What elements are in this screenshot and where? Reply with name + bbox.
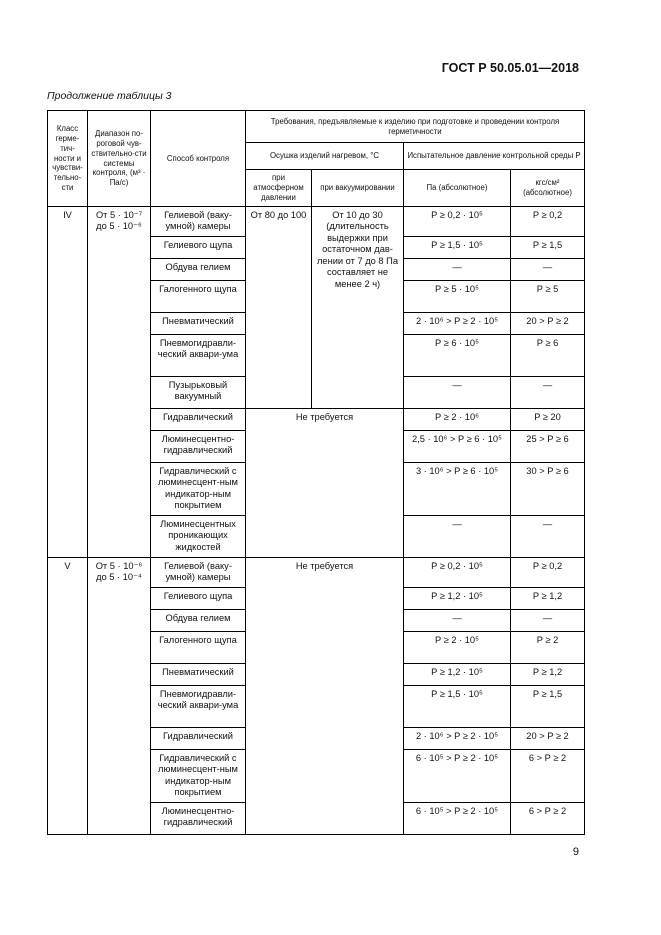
drying-atm-iv: От 80 до 100 xyxy=(246,207,312,409)
drying-vac-iv: От 10 до 30 (длительность выдержки при остаточном дав-лении от 7 до 8 Па составляет не менее 2 ч) xyxy=(312,207,404,409)
method-cell: Гелиевой (ваку-умной) камеры xyxy=(151,207,246,237)
drying-not-required-iv: Не требуется xyxy=(246,408,404,557)
kgs-cell: 30 > P ≥ 6 xyxy=(511,462,585,515)
page-number: 9 xyxy=(572,846,579,858)
method-cell: Пневмогидравли-ческий аквари-ума xyxy=(151,334,246,376)
pa-cell: 2 · 10⁶ > P ≥ 2 · 10⁵ xyxy=(404,312,511,334)
pa-cell: 6 · 10⁵ > P ≥ 2 · 10⁵ xyxy=(404,749,511,802)
range-iv: От 5 · 10⁻⁷ до 5 · 10⁻⁶ xyxy=(88,207,151,558)
kgs-cell: P ≥ 0,2 xyxy=(511,557,585,587)
drying-not-required-v: Не требуется xyxy=(246,557,404,834)
header-drying: Осушка изделий нагревом, °С xyxy=(246,143,404,170)
header-pa: Па (абсолютное) xyxy=(404,170,511,207)
header-kgs: кгс/см² (абсолютное) xyxy=(511,170,585,207)
method-cell: Гелиевого щупа xyxy=(151,587,246,609)
pa-cell: P ≥ 5 · 10⁵ xyxy=(404,280,511,312)
pa-cell: P ≥ 2 · 10⁶ xyxy=(404,408,511,430)
pa-cell: — xyxy=(404,376,511,408)
pa-cell: P ≥ 6 · 10⁵ xyxy=(404,334,511,376)
header-vac: при вакуумировании xyxy=(312,170,404,207)
kgs-cell: P ≥ 6 xyxy=(511,334,585,376)
kgs-cell: — xyxy=(511,376,585,408)
method-cell: Гелиевого щупа xyxy=(151,236,246,258)
pa-cell: 2 · 10⁶ > P ≥ 2 · 10⁵ xyxy=(404,727,511,749)
pa-cell: P ≥ 0,2 · 10⁵ xyxy=(404,207,511,237)
method-cell: Пневматический xyxy=(151,312,246,334)
kgs-cell: P ≥ 1,5 xyxy=(511,236,585,258)
document-code: ГОСТ Р 50.05.01—2018 xyxy=(441,61,579,75)
method-cell: Гидравлический xyxy=(151,727,246,749)
kgs-cell: 20 > P ≥ 2 xyxy=(511,727,585,749)
pa-cell: P ≥ 1,5 · 10⁵ xyxy=(404,236,511,258)
pa-cell: P ≥ 1,2 · 10⁵ xyxy=(404,587,511,609)
pa-cell: 2,5 · 10⁶ > P ≥ 6 · 10⁵ xyxy=(404,430,511,462)
pa-cell: P ≥ 1,2 · 10⁵ xyxy=(404,663,511,685)
kgs-cell: P ≥ 1,2 xyxy=(511,587,585,609)
method-cell: Галогенного щупа xyxy=(151,280,246,312)
kgs-cell: 25 > P ≥ 6 xyxy=(511,430,585,462)
pa-cell: — xyxy=(404,258,511,280)
pa-cell: P ≥ 0,2 · 10⁵ xyxy=(404,557,511,587)
pa-cell: — xyxy=(404,515,511,557)
method-cell: Гидравлический xyxy=(151,408,246,430)
kgs-cell: P ≥ 2 xyxy=(511,631,585,663)
pa-cell: P ≥ 1,5 · 10⁵ xyxy=(404,685,511,727)
table-caption: Продолжение таблицы 3 xyxy=(47,90,172,102)
method-cell: Галогенного щупа xyxy=(151,631,246,663)
header-range: Диапазон по-роговой чув-ствительно-сти системы контроля, (м³ · Па/с) xyxy=(88,111,151,207)
kgs-cell: — xyxy=(511,258,585,280)
method-cell: Люминесцентных проникающих жидкостей xyxy=(151,515,246,557)
requirements-table xyxy=(47,110,585,835)
kgs-cell: P ≥ 5 xyxy=(511,280,585,312)
kgs-cell: 6 > P ≥ 2 xyxy=(511,749,585,802)
kgs-cell: 20 > P ≥ 2 xyxy=(511,312,585,334)
pa-cell: 3 · 10⁶ > P ≥ 6 · 10⁵ xyxy=(404,462,511,515)
method-cell: Гидравлический с люминесцент-ным индикатор-ным покрытием xyxy=(151,749,246,802)
pa-cell: P ≥ 2 · 10⁵ xyxy=(404,631,511,663)
kgs-cell: P ≥ 20 xyxy=(511,408,585,430)
class-iv: IV xyxy=(48,207,88,558)
kgs-cell: P ≥ 0,2 xyxy=(511,207,585,237)
header-requirements: Требования, предъявляемые к изделию при подготовке и проведении контроля герметичности xyxy=(246,111,585,143)
method-cell: Обдува гелием xyxy=(151,609,246,631)
pa-cell: 6 · 10⁵ > P ≥ 2 · 10⁵ xyxy=(404,802,511,834)
header-pressure: Испытательное давление контрольной среды P xyxy=(404,143,585,170)
range-v: От 5 · 10⁻⁶ до 5 · 10⁻⁴ xyxy=(88,557,151,834)
method-cell: Обдува гелием xyxy=(151,258,246,280)
method-cell: Пузырьковый вакуумный xyxy=(151,376,246,408)
kgs-cell: P ≥ 1,5 xyxy=(511,685,585,727)
method-cell: Гелиевой (ваку-умной) камеры xyxy=(151,557,246,587)
method-cell: Пневмогидравли-ческий аквари-ума xyxy=(151,685,246,727)
method-cell: Люминесцентно-гидравлический xyxy=(151,802,246,834)
kgs-cell: P ≥ 1,2 xyxy=(511,663,585,685)
method-cell: Люминесцентно-гидравлический xyxy=(151,430,246,462)
kgs-cell: — xyxy=(511,515,585,557)
header-atm: при атмосферном давлении xyxy=(246,170,312,207)
kgs-cell: 6 > P ≥ 2 xyxy=(511,802,585,834)
method-cell: Пневматический xyxy=(151,663,246,685)
header-method: Способ контроля xyxy=(151,111,246,207)
kgs-cell: — xyxy=(511,609,585,631)
class-v: V xyxy=(48,557,88,834)
method-cell: Гидравлический с люминесцент-ным индикатор-ным покрытием xyxy=(151,462,246,515)
header-class: Класс герме-тич-ности и чувстви-тельно-сти xyxy=(48,111,88,207)
pa-cell: — xyxy=(404,609,511,631)
